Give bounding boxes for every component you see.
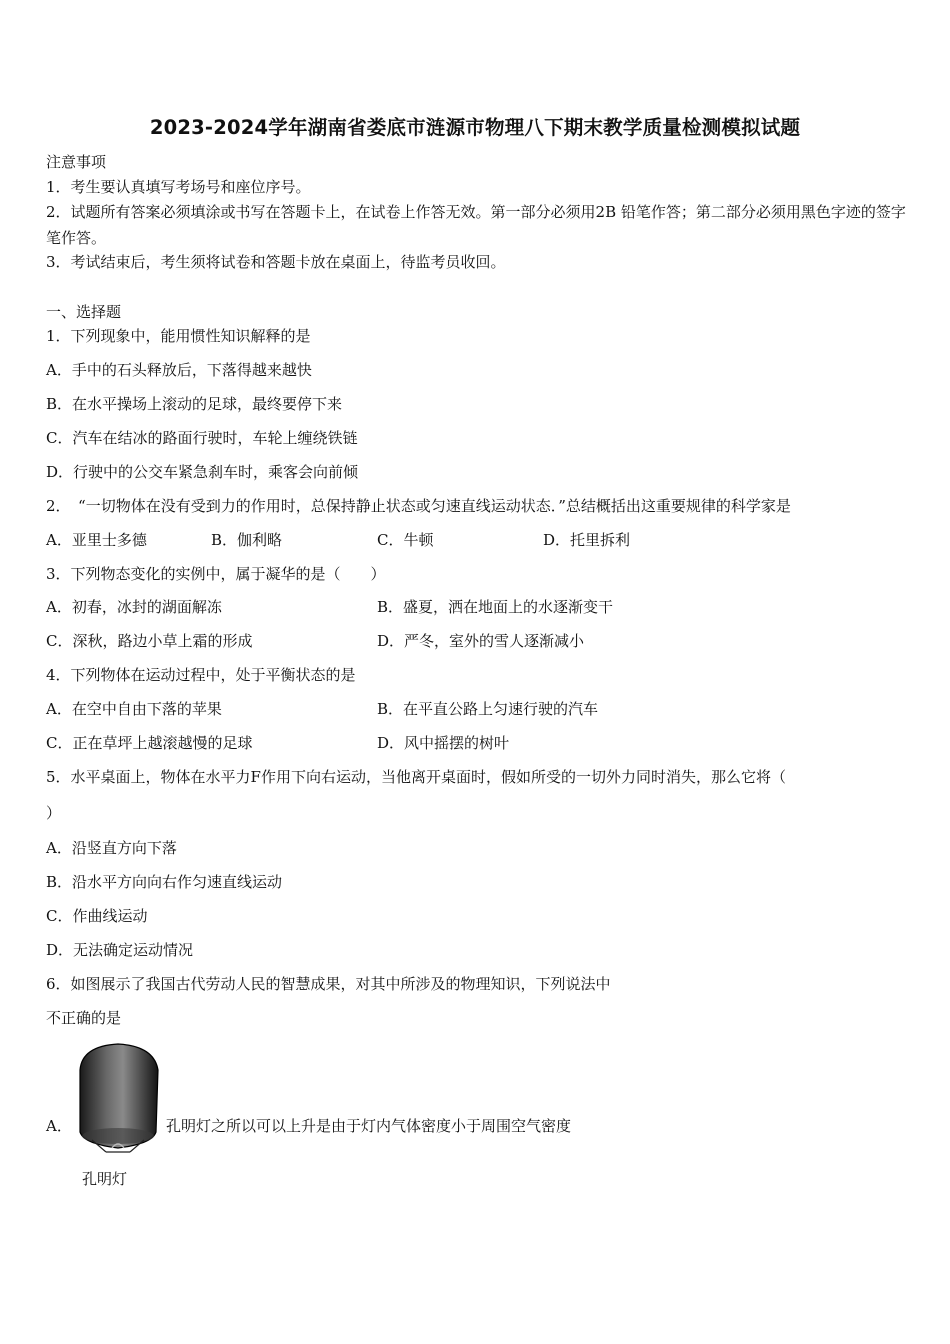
answer-option-label: A． [46,1117,72,1135]
answer-option: B．在水平操场上滚动的足球，最终要停下来 [46,395,343,413]
answer-option: A．初春，冰封的湖面解冻 [46,598,222,616]
answer-option: D．风中摇摆的树叶 [377,734,510,752]
figure-caption: 孔明灯 [82,1170,128,1188]
answer-option: C．汽车在结冰的路面行驶时，车轮上缠绕铁链 [46,429,358,447]
answer-option: C．作曲线运动 [46,907,148,925]
answer-option: A．亚里士多德 [46,531,147,549]
answer-option: B．沿水平方向向右作匀速直线运动 [46,873,283,891]
answer-option: D．无法确定运动情况 [46,941,194,959]
page-title: 2023-2024学年湖南省娄底市涟源市物理八下期末教学质量检测模拟试题 [149,116,801,139]
answer-option: B．在平直公路上匀速行驶的汽车 [377,700,599,718]
answer-option: C．牛顿 [377,531,434,549]
answer-option: C．正在草坪上越滚越慢的足球 [46,734,253,752]
question-stem-line2: 不正确的是 [46,1009,122,1027]
question-stem: 3．下列物态变化的实例中，属于凝华的是（ ） [46,565,386,583]
answer-option: D．行驶中的公交车紧急刹车时，乘客会向前倾 [46,463,359,481]
answer-option: A．沿竖直方向下落 [46,839,177,857]
question-stem: 5．水平桌面上，物体在水平力F作用下向右运动，当他离开桌面时，假如所受的一切外力同时消失，那么它将（ [46,768,786,786]
question-stem: 2． “一切物体在没有受到力的作用时，总保持静止状态或匀速直线运动状态．”总结概括出这重要规律的科学家是 [46,497,791,515]
answer-option: A．手中的石头释放后，下落得越来越快 [46,361,312,379]
answer-option: A．在空中自由下落的苹果 [46,700,222,718]
answer-option: D．严冬，室外的雪人逐渐减小 [377,632,585,650]
question-stem: 1．下列现象中，能用惯性知识解释的是 [46,327,311,345]
answer-option: 孔明灯之所以可以上升是由于灯内气体密度小于周围空气密度 [166,1117,572,1135]
question-stem: 4．下列物体在运动过程中，处于平衡状态的是 [46,666,356,684]
notice-heading: 注意事项 [46,153,107,171]
answer-option: D．托里拆利 [543,531,631,549]
answer-option: B．伽利略 [211,531,283,549]
notice-item: 1．考生要认真填写考场号和座位序号。 [46,178,311,196]
question-stem: 6．如图展示了我国古代劳动人民的智慧成果，对其中所涉及的物理知识，下列说法中 [46,975,611,993]
notice-item: 3．考试结束后，考生须将试卷和答题卡放在桌面上，待监考员收回。 [46,253,506,271]
question-stem-end: ） [46,804,62,822]
answer-option: C．深秋，路边小草上霜的形成 [46,632,253,650]
section-heading: 一、选择题 [46,303,122,321]
notice-item: 2．试题所有答案必须填涂或书写在答题卡上，在试卷上作答无效。第一部分必须用2B 铅笔作答；第二部分必须用黑色字迹的签字笔作答。 [46,203,906,247]
answer-option: B．盛夏，洒在地面上的水逐渐变干 [377,598,614,616]
